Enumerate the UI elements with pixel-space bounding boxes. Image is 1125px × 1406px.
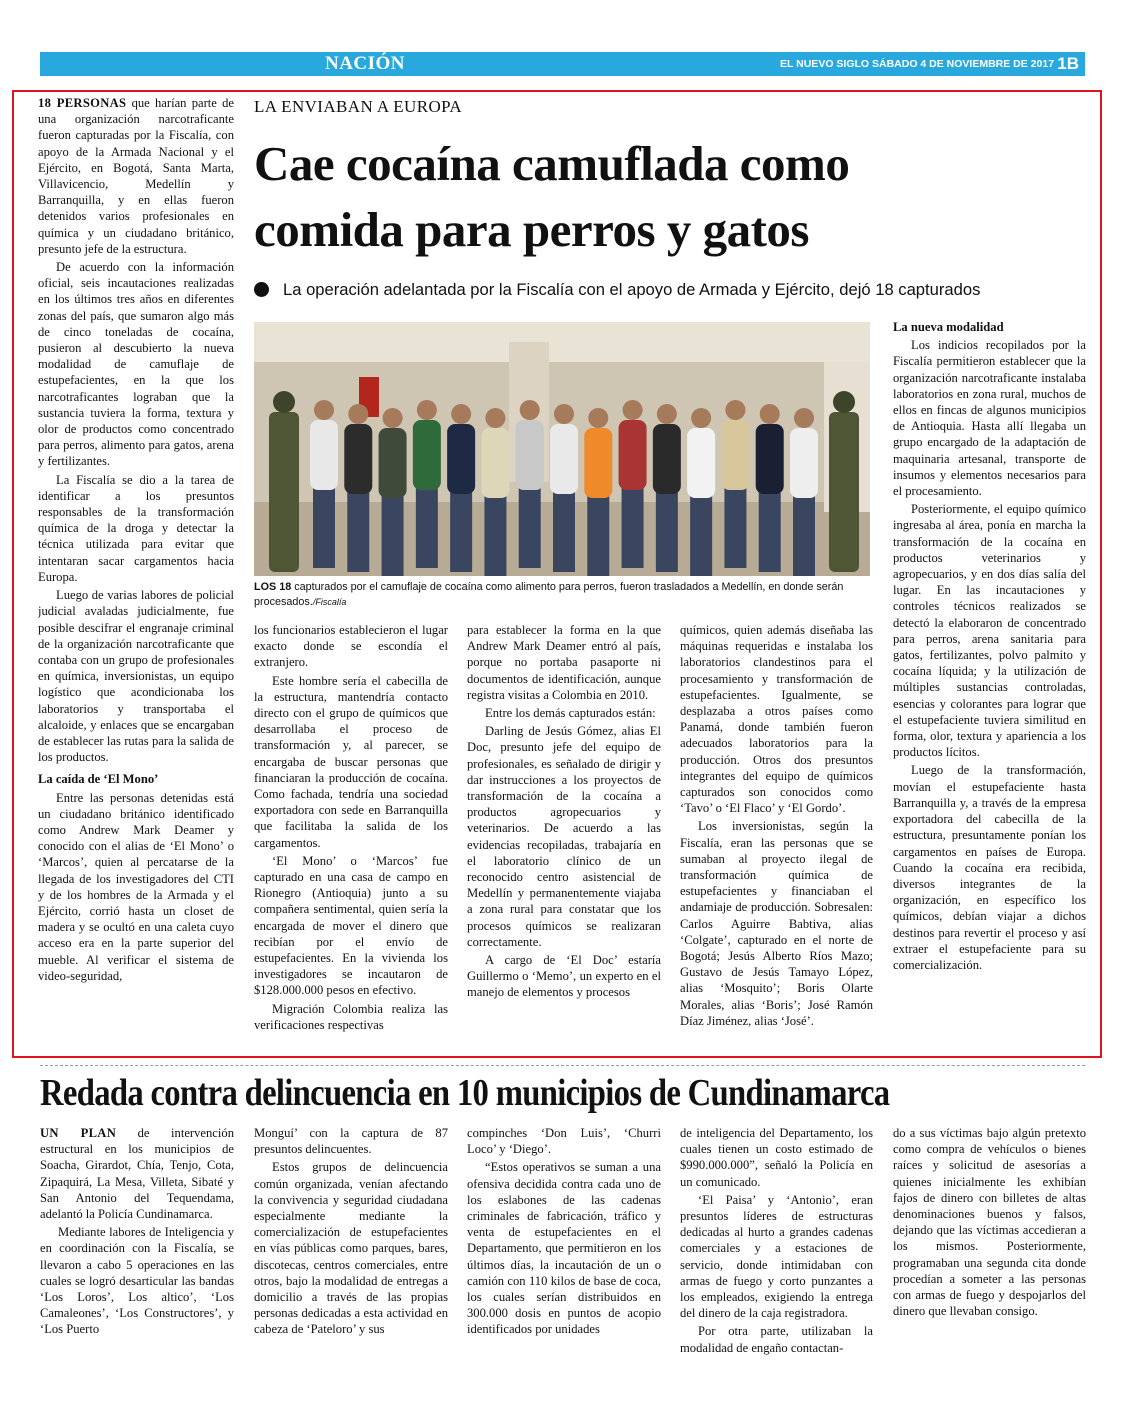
person-head <box>348 404 368 424</box>
article2-column-5 <box>893 1125 1086 1395</box>
person-head <box>760 404 780 424</box>
person-legs <box>416 488 438 568</box>
newspaper-date-line: EL NUEVO SIGLO SÁBADO 4 DE NOVIEMBRE DE 2017 <box>780 58 1055 70</box>
paragraph: para establecer la forma en la que Andrew Mark Deamer entró al país, porque no portaba pasaporte ni documentos de identificación, aunque registra visitas a Colombia en 2010. <box>467 623 661 702</box>
person-head <box>314 400 334 420</box>
person-body <box>516 420 544 490</box>
page-number: 1B <box>1057 54 1079 73</box>
person-legs <box>759 492 781 572</box>
paragraph: Los inversionistas, según la Fiscalía, eran las personas que se sumaban al proyecto ilegal de transformación química de estupefacientes y financiaban el andamiaje de producción. Sobresalen: Carlos Aguirre Babtiva, alias ‘Colgate’, capturado en el norte de Bogotá; Jesús Alberto Ríos Mazo; Gustavo de Jesús Tamayo López, alias ‘Mosquito’; Boris Olarte Morales, alias ‘Boris’; José Ramón Díaz Jiménez, alias ‘José’. <box>680 819 873 1028</box>
article2-column-3 <box>467 1125 661 1395</box>
paragraph: Este hombre sería el cabecilla de la estructura, mantendría contacto directo con el grupo de químicos que desarrollaba el proceso de transformación y, al parecer, se encargaba de buscar personas que financiaran la producción de cocaína. Como fachada, tendría una sociedad exportadora con sede en Barranquilla que facilitaba la salida de los cargamentos. <box>254 673 448 850</box>
person-head <box>417 400 437 420</box>
person-legs <box>382 496 404 576</box>
person-head <box>725 400 745 420</box>
bullet-icon <box>254 282 269 297</box>
soldier-figure <box>829 412 859 572</box>
lead-in: 18 PERSONAS <box>38 96 127 110</box>
soldier-helmet <box>273 391 295 413</box>
article-headline <box>254 131 1094 263</box>
paragraph: Entre las personas detenidas está un ciudadano británico identificado como Andrew Mark Deamer y conocido con el alias de ‘El Mono’ o ‘Marcos’, quien al percatarse de la llegada de los investigadores del CTI y de los hombres de la Armada y el Ejército, corrió hasta un closet de madera y se ocultó en una caleta cuyo acceso era en la parte superior del mueble. Al verificar el sistema de video-seguridad, <box>38 790 234 983</box>
paragraph <box>40 1125 234 1222</box>
person-body <box>756 424 784 494</box>
paragraph: do a sus víctimas bajo algún pretexto como compra de vehículos o bienes raíces y solicitud de asesorías a quienes inicialmente les exhibían fajos de dinero con billetes de altas denominaciones buenos y falsos, dejando que las víctimas accedieran a los mismos. Posteriormente, programaban una segunda cita donde procedían a someter a las personas con armas de fuego y despojarlos del dinero que llevaban consigo. <box>893 1126 1086 1319</box>
paragraph: químicos, quien además diseñaba las máquinas requeridas e instalaba los laboratorios clandestinos para el procesamiento y transformación de estupefacientes. Igualmente, se desplazaba a otros países como Panamá, donde también fueron adecuados laboratorios para la producción. Otros dos presuntos integrantes del equipo de químicos capturados son conocidos como ‘Tavo’ o ‘El Flaco’ y ‘El Gordo’. <box>680 623 873 816</box>
person-legs <box>313 488 335 568</box>
person-legs <box>690 496 712 576</box>
paragraph: Luego de la transformación, movían el estupefaciente hasta Barranquilla y, a través de la empresa exportadora del cabecilla de la estructura, presuntamente ponían los cargamentos en países de Europa. Cuando la cocaína era recibida, diversos integrantes de la organización, en específico los químicos, debían viajar a dichos destinos para revertir el proceso y así extraer el estupefaciente para su comercialización. <box>893 763 1086 972</box>
paragraph: Luego de varias labores de policial judicial avaladas judicialmente, fue posible descifrar el engranaje criminal de la organización narcotraficante que contaba con un grupo de profesionales en química, inversionistas, un equipo logístico que acondicionaba los laboratorios y transportaba el alcaloide, y enlaces que se encargaban de establecer las rutas para la salida de los productos. <box>38 588 234 765</box>
paragraph: compinches ‘Don Luis’, ‘Churri Loco’ y ‘Diego’. <box>467 1126 661 1157</box>
person-head <box>657 404 677 424</box>
person-body <box>481 428 509 498</box>
paragraph: Darling de Jesús Gómez, alias El Doc, presunto jefe del equipo de profesionales, es señalado de dirigir y dar instrucciones a los proyectos de transformación de la cocaína a productos agropecuarios y veterinarios. De acuerdo a las evidencias recopiladas, trabajaría en el laboratorio clínico de un reconocido centro asistencial de Medellín y permanentemente viajaba a zona rural para constatar que los procesos químicos se realizaran correctamente. <box>467 724 661 949</box>
article1-column-1 <box>38 95 234 1045</box>
person-body <box>790 428 818 498</box>
subheading: La caída de ‘El Mono’ <box>38 772 159 787</box>
person-body <box>584 428 612 498</box>
person-head <box>691 408 711 428</box>
caption-text: capturados por el camuflaje de cocaína como alimento para perros, fueron trasladados a Medellín, en donde serán procesados. <box>254 581 844 608</box>
person-head <box>794 408 814 428</box>
person-body <box>721 420 749 490</box>
headline-line-1: Cae cocaína camuflada como <box>254 136 850 191</box>
paragraph: Estos grupos de delincuencia común organizada, venían afectando la convivencia y seguridad ciudadana especialmente mediante la comercialización de estupefacientes en vías públicas como parques, bares, discotecas, centros comerciales, entre otros, bajo la modalidad de entregas a domicilio a través de las propias personas dedicadas a esta actividad en cabeza de ‘Pateloro’ y sus <box>254 1160 448 1337</box>
paragraph: los funcionarios establecieron el lugar exacto donde se escondía el extranjero. <box>254 623 448 670</box>
person-legs <box>484 496 506 576</box>
article-deck <box>254 279 1094 301</box>
deck-text: La operación adelantada por la Fiscalía con el apoyo de Armada y Ejército, dejó 18 capturados <box>283 280 981 299</box>
person-body <box>379 428 407 498</box>
headline-line-2: comida para perros y gatos <box>254 202 809 257</box>
person-legs <box>347 492 369 572</box>
article-photo <box>254 322 870 576</box>
photo-caption <box>254 580 870 610</box>
article1-column-2 <box>254 622 448 1047</box>
person-legs <box>519 488 541 568</box>
person-legs <box>553 492 575 572</box>
person-legs <box>656 492 678 572</box>
lead-in: UN PLAN <box>40 1126 117 1140</box>
paragraph: Monguí’ con la captura de 87 presuntos delincuentes. <box>254 1126 448 1157</box>
person-body <box>619 420 647 490</box>
paragraph: ‘El Paisa’ y ‘Antonio’, eran presuntos líderes de estructuras dedicadas al hurto a grandes cadenas comerciales y a estaciones de servicio, donde intimidaban con armas de fuego y corto punzantes a los empleados, exigiendo la entrega del dinero de la caja registradora. <box>680 1192 873 1321</box>
paragraph: “Estos operativos se suman a una ofensiva decidida contra cada uno de los eslabones de las cadenas criminales de fabricación, tráfico y venta de estupefacientes en el Departamento, que permitieron en los últimos días, la incautación de un o camión con 110 kilos de base de coca, los cuales serían distribuidos en 300.000 dosis en puntos de acopio identificados por unidades <box>467 1160 661 1337</box>
person-legs <box>622 488 644 568</box>
article1-column-4 <box>680 622 873 1047</box>
article-kicker: LA ENVIABAN A EUROPA <box>254 97 463 116</box>
person-body <box>653 424 681 494</box>
article2-column-1 <box>40 1125 234 1395</box>
article-divider <box>40 1065 1085 1066</box>
paragraph-text: de intervención estructural en los municipios de Soacha, Girardot, Chía, Tenjo, Cota, Zipaquirá, La Mesa, Villeta, Sibaté y San Antonio del Tequendama, adelantó la Policía Cundinamarca. <box>40 1126 234 1222</box>
person-head <box>520 400 540 420</box>
person-legs <box>793 496 815 576</box>
person-head <box>623 400 643 420</box>
paragraph: Posteriormente, el equipo químico ingresaba al área, ponía en marcha la transformación de la cocaína en productos veterinarios y agropecuarios, y en dos días salía del lugar. En las incautaciones y controles técnicos realizados se detectó la elaboraron de concentrado para perros, arena sanitaria para gatos, fertilizantes, polvo palmito y cocaína líquida; y la utilización de múltiples sustancias controladas, esencias y colorantes para lograr que el estupefaciente tuviera similitud en forma, olor, textura y apariencia a los productos lícitos. <box>893 502 1086 760</box>
person-head <box>451 404 471 424</box>
section-header-bar <box>40 52 1085 76</box>
article1-column-5 <box>893 319 1086 1047</box>
person-legs <box>587 496 609 576</box>
article2-column-4 <box>680 1125 873 1395</box>
photo-credit: /Fiscalía <box>312 597 347 607</box>
paragraph: ‘El Mono’ o ‘Marcos’ fue capturado en una casa de campo en Rionegro (Antioquia) junto a su compañera sentimental, quien sería la encargada de mover el dinero que recibían por el envío de estupefacientes. En la vivienda los investigadores se incautaron de $128.000.000 pesos en efectivo. <box>254 853 448 998</box>
article2-column-2 <box>254 1125 448 1395</box>
paragraph: De acuerdo con la información oficial, seis incautaciones realizadas en los últimos tres años en diferentes zonas del país, que sumaron algo más de cinco toneladas de cocaína, pusieron al descubierto la nueva modalidad de camuflaje de estupefacientes, en la que los narcotraficantes lograban que la sustancia tuviera la forma, textura y olor de productos como concentrado para perros, alimento para gatos, arena y fertilizantes. <box>38 260 234 469</box>
person-body <box>344 424 372 494</box>
soldier-figure <box>269 412 299 572</box>
article1-column-3 <box>467 622 661 1047</box>
paragraph <box>38 95 234 257</box>
caption-lead: LOS 18 <box>254 581 292 593</box>
paragraph: A cargo de ‘El Doc’ estaría Guillermo o ‘Memo’, un experto en el manejo de elementos y procesos <box>467 953 661 1000</box>
paragraph: de inteligencia del Departamento, los cuales tienen un costo estimado de $990.000.000”, señaló la Policía en un comunicado. <box>680 1126 873 1189</box>
person-head <box>554 404 574 424</box>
paragraph: La Fiscalía se dio a la tarea de identificar a los presuntos responsables de la transformación química de la droga y detectar la técnica utilizada para evitar que intentaran sacar cargamentos hacia Europa. <box>38 472 234 584</box>
person-head <box>588 408 608 428</box>
detainees-photo-illustration <box>254 322 870 576</box>
person-head <box>485 408 505 428</box>
person-body <box>447 424 475 494</box>
paragraph-text: que harían parte de una organización narcotraficante fueron capturadas por la Fiscalía, con apoyo de la Armada Nacional y el Ejército, en Bogotá, Santa Marta, Villavicencio, Medellín y Barranquilla, y en ellas fueron detenidos varios profesionales en química y un ciudadano británico, presunto jefe de la estructura. <box>38 96 234 256</box>
soldier-helmet <box>833 391 855 413</box>
paragraph: Los indicios recopilados por la Fiscalía permitieron establecer que la organización narcotraficante instalaba laboratorios en zona rural, muchos de ellos en fincas de algunos municipios de Antioquia. Hasta allí llegaba un grupo encargado de la adaptación de maquinaria artesanal, transporte de insumos y elementos necesarios para el procesamiento. <box>893 338 1086 499</box>
section-title: NACIÓN <box>324 53 406 74</box>
paragraph: Mediante labores de Inteligencia y en coordinación con la Fiscalía, se llevaron a cabo 5 operaciones en las cuales se logró desarticular las bandas ‘Los Loros’, Los altico’, ‘Los Camaleones’, ‘Los Constructores’, y ‘Los Puerto <box>40 1225 234 1337</box>
article2-headline: Redada contra delincuencia en 10 municipios de Cundinamarca <box>40 1072 890 1114</box>
person-body <box>687 428 715 498</box>
paragraph: Entre los demás capturados están: <box>485 706 656 721</box>
person-legs <box>724 488 746 568</box>
people-group <box>269 391 859 576</box>
person-body <box>310 420 338 490</box>
person-body <box>413 420 441 490</box>
paragraph: Migración Colombia realiza las verificaciones respectivas <box>254 1001 448 1032</box>
person-legs <box>450 492 472 572</box>
person-body <box>550 424 578 494</box>
person-head <box>383 408 403 428</box>
paragraph: Por otra parte, utilizaban la modalidad de engaño contactan- <box>680 1324 873 1355</box>
subheading: La nueva modalidad <box>893 320 1004 334</box>
